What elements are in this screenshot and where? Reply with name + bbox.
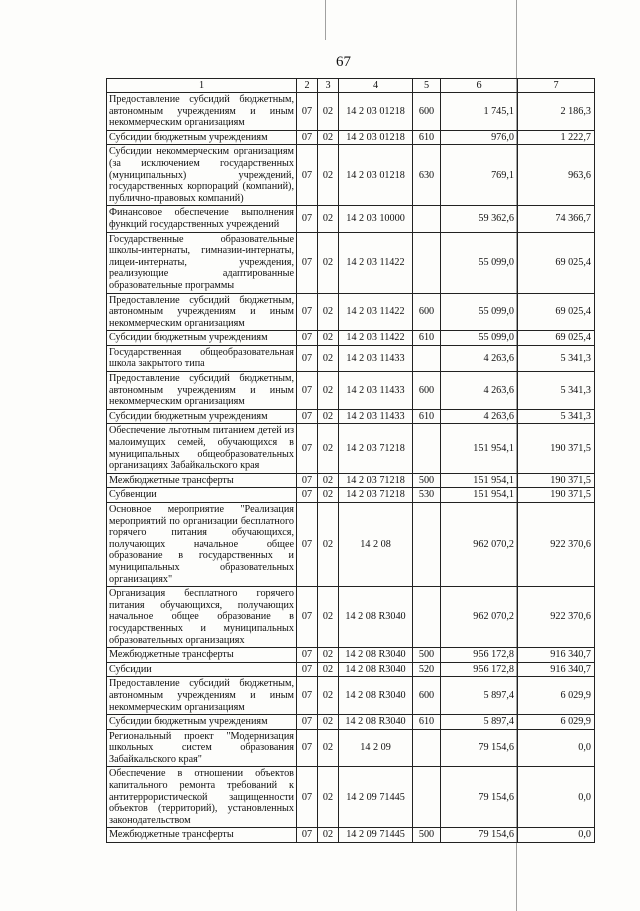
cell-expense-type: [413, 424, 441, 473]
cell-subsection: 02: [318, 488, 339, 503]
cell-expense-type: 600: [413, 372, 441, 410]
cell-amount-col6: 4 263,6: [441, 345, 518, 371]
cell-amount-col7: 69 025,4: [518, 232, 595, 293]
cell-amount-col6: 55 099,0: [441, 293, 518, 331]
cell-subsection: 02: [318, 828, 339, 843]
row-description: Субсидии бюджетным учреждениям: [107, 715, 297, 730]
cell-amount-col7: 6 029,9: [518, 677, 595, 715]
table-row: [107, 677, 595, 715]
scan-artifact-line: [325, 0, 326, 40]
cell-target-article: 14 2 08: [339, 503, 413, 587]
cell-amount-col7: 2 186,3: [518, 93, 595, 131]
cell-section: 07: [297, 503, 318, 587]
cell-section: 07: [297, 145, 318, 206]
cell-amount-col7: 6 029,9: [518, 715, 595, 730]
cell-amount-col6: 79 154,6: [441, 729, 518, 767]
row-description: Межбюджетные трансферты: [107, 828, 297, 843]
cell-amount-col6: 769,1: [441, 145, 518, 206]
cell-amount-col6: 55 099,0: [441, 232, 518, 293]
cell-target-article: 14 2 03 11433: [339, 372, 413, 410]
row-description: Основное мероприятие "Реализация мероприятий по организации бесплатного горячего питания обучающихся, получающих начальное общее образование в государственных и муниципальных образовательных организациях": [107, 503, 297, 587]
cell-target-article: 14 2 03 01218: [339, 93, 413, 131]
cell-section: 07: [297, 677, 318, 715]
table-row: [107, 424, 595, 473]
cell-target-article: 14 2 08 R3040: [339, 677, 413, 715]
table-row: [107, 145, 595, 206]
cell-expense-type: 600: [413, 677, 441, 715]
cell-amount-col7: 5 341,3: [518, 372, 595, 410]
table-row: [107, 587, 595, 648]
table-row: [107, 372, 595, 410]
cell-section: 07: [297, 828, 318, 843]
cell-target-article: 14 2 03 71218: [339, 424, 413, 473]
cell-amount-col7: 69 025,4: [518, 293, 595, 331]
cell-amount-col6: 151 954,1: [441, 488, 518, 503]
cell-amount-col7: 922 370,6: [518, 587, 595, 648]
cell-amount-col6: 79 154,6: [441, 767, 518, 828]
cell-expense-type: [413, 767, 441, 828]
cell-subsection: 02: [318, 130, 339, 145]
cell-amount-col6: 956 172,8: [441, 662, 518, 677]
column-header: 7: [518, 79, 595, 93]
cell-target-article: 14 2 08 R3040: [339, 587, 413, 648]
cell-section: 07: [297, 424, 318, 473]
row-description: Предоставление субсидий бюджетным, автономным учреждениям и иным некоммерческим организациям: [107, 677, 297, 715]
table-row: [107, 662, 595, 677]
cell-section: 07: [297, 662, 318, 677]
cell-amount-col6: 1 745,1: [441, 93, 518, 131]
table-row: [107, 93, 595, 131]
cell-amount-col7: 5 341,3: [518, 409, 595, 424]
table-row: [107, 206, 595, 232]
cell-target-article: 14 2 03 71218: [339, 473, 413, 488]
cell-expense-type: 630: [413, 145, 441, 206]
column-header: 1: [107, 79, 297, 93]
row-description: Предоставление субсидий бюджетным, автономным учреждениям и иным некоммерческим организациям: [107, 93, 297, 131]
cell-target-article: 14 2 09 71445: [339, 767, 413, 828]
table-row: [107, 729, 595, 767]
cell-subsection: 02: [318, 345, 339, 371]
cell-target-article: 14 2 03 11422: [339, 293, 413, 331]
cell-subsection: 02: [318, 662, 339, 677]
table-row: [107, 767, 595, 828]
cell-expense-type: 500: [413, 828, 441, 843]
cell-subsection: 02: [318, 409, 339, 424]
table-row: [107, 473, 595, 488]
cell-amount-col6: 4 263,6: [441, 372, 518, 410]
cell-subsection: 02: [318, 503, 339, 587]
cell-target-article: 14 2 03 01218: [339, 145, 413, 206]
row-description: Межбюджетные трансферты: [107, 648, 297, 663]
cell-subsection: 02: [318, 424, 339, 473]
cell-expense-type: [413, 345, 441, 371]
cell-expense-type: [413, 503, 441, 587]
cell-expense-type: [413, 206, 441, 232]
table-row: [107, 345, 595, 371]
cell-section: 07: [297, 331, 318, 346]
cell-section: 07: [297, 93, 318, 131]
cell-subsection: 02: [318, 372, 339, 410]
cell-expense-type: 600: [413, 293, 441, 331]
table-row: [107, 715, 595, 730]
cell-amount-col7: 1 222,7: [518, 130, 595, 145]
table-header-row: [107, 79, 595, 93]
row-description: Организация бесплатного горячего питания обучающихся, получающих начальное общее образование в государственных и муниципальных образовательных организациях: [107, 587, 297, 648]
cell-expense-type: [413, 729, 441, 767]
cell-expense-type: 520: [413, 662, 441, 677]
budget-table: [106, 78, 595, 843]
cell-amount-col6: 962 070,2: [441, 587, 518, 648]
table-row: [107, 130, 595, 145]
cell-amount-col6: 5 897,4: [441, 677, 518, 715]
table-row: [107, 648, 595, 663]
cell-expense-type: 500: [413, 648, 441, 663]
cell-expense-type: 530: [413, 488, 441, 503]
page-number: 67: [336, 54, 351, 70]
cell-target-article: 14 2 03 11422: [339, 232, 413, 293]
cell-subsection: 02: [318, 232, 339, 293]
row-description: Государственные образовательные школы-интернаты, гимназии-интернаты, лицеи-интернаты, учреждения, реализующие адаптированные образовательные программы: [107, 232, 297, 293]
cell-amount-col7: 0,0: [518, 767, 595, 828]
cell-section: 07: [297, 345, 318, 371]
cell-target-article: 14 2 09 71445: [339, 828, 413, 843]
column-header: 5: [413, 79, 441, 93]
cell-subsection: 02: [318, 331, 339, 346]
row-description: Субсидии бюджетным учреждениям: [107, 409, 297, 424]
cell-subsection: 02: [318, 206, 339, 232]
cell-subsection: 02: [318, 677, 339, 715]
row-description: Субсидии бюджетным учреждениям: [107, 130, 297, 145]
cell-amount-col7: 74 366,7: [518, 206, 595, 232]
table-row: [107, 293, 595, 331]
cell-target-article: 14 2 03 11422: [339, 331, 413, 346]
cell-amount-col7: 922 370,6: [518, 503, 595, 587]
column-header: 6: [441, 79, 518, 93]
cell-subsection: 02: [318, 93, 339, 131]
row-description: Финансовое обеспечение выполнения функций государственных учреждений: [107, 206, 297, 232]
cell-target-article: 14 2 03 01218: [339, 130, 413, 145]
cell-expense-type: 610: [413, 130, 441, 145]
cell-expense-type: 610: [413, 715, 441, 730]
cell-amount-col7: 190 371,5: [518, 488, 595, 503]
cell-target-article: 14 2 03 10000: [339, 206, 413, 232]
cell-subsection: 02: [318, 145, 339, 206]
table-body: [107, 93, 595, 843]
cell-amount-col6: 5 897,4: [441, 715, 518, 730]
cell-subsection: 02: [318, 587, 339, 648]
cell-section: 07: [297, 293, 318, 331]
table-row: [107, 409, 595, 424]
cell-amount-col7: 190 371,5: [518, 473, 595, 488]
row-description: Субсидии некоммерческим организациям (за исключением государственных (муниципальных) учреждений, государственных корпораций (компаний), публично-правовых компаний): [107, 145, 297, 206]
cell-subsection: 02: [318, 648, 339, 663]
cell-amount-col7: 916 340,7: [518, 662, 595, 677]
cell-section: 07: [297, 715, 318, 730]
cell-amount-col6: 151 954,1: [441, 473, 518, 488]
cell-expense-type: [413, 587, 441, 648]
cell-section: 07: [297, 372, 318, 410]
cell-section: 07: [297, 648, 318, 663]
row-description: Обеспечение льготным питанием детей из малоимущих семей, обучающихся в муниципальных общеобразовательных организациях Забайкальского края: [107, 424, 297, 473]
cell-expense-type: 610: [413, 409, 441, 424]
cell-amount-col6: 4 263,6: [441, 409, 518, 424]
row-description: Субсидии бюджетным учреждениям: [107, 331, 297, 346]
cell-amount-col6: 151 954,1: [441, 424, 518, 473]
cell-subsection: 02: [318, 715, 339, 730]
cell-target-article: 14 2 08 R3040: [339, 648, 413, 663]
cell-section: 07: [297, 232, 318, 293]
cell-expense-type: 610: [413, 331, 441, 346]
cell-amount-col7: 190 371,5: [518, 424, 595, 473]
cell-subsection: 02: [318, 293, 339, 331]
cell-amount-col7: 5 341,3: [518, 345, 595, 371]
cell-section: 07: [297, 473, 318, 488]
cell-amount-col6: 55 099,0: [441, 331, 518, 346]
cell-expense-type: 500: [413, 473, 441, 488]
row-description: Межбюджетные трансферты: [107, 473, 297, 488]
cell-expense-type: 600: [413, 93, 441, 131]
cell-section: 07: [297, 587, 318, 648]
cell-amount-col6: 962 070,2: [441, 503, 518, 587]
cell-amount-col6: 79 154,6: [441, 828, 518, 843]
cell-amount-col6: 976,0: [441, 130, 518, 145]
cell-subsection: 02: [318, 767, 339, 828]
cell-target-article: 14 2 09: [339, 729, 413, 767]
cell-section: 07: [297, 409, 318, 424]
column-header: 4: [339, 79, 413, 93]
cell-target-article: 14 2 03 11433: [339, 409, 413, 424]
table-row: [107, 232, 595, 293]
cell-amount-col7: 963,6: [518, 145, 595, 206]
cell-section: 07: [297, 130, 318, 145]
row-description: Субсидии: [107, 662, 297, 677]
cell-amount-col7: 69 025,4: [518, 331, 595, 346]
cell-section: 07: [297, 729, 318, 767]
cell-amount-col6: 59 362,6: [441, 206, 518, 232]
row-description: Предоставление субсидий бюджетным, автономным учреждениям и иным некоммерческим организациям: [107, 372, 297, 410]
cell-amount-col6: 956 172,8: [441, 648, 518, 663]
table-row: [107, 488, 595, 503]
cell-section: 07: [297, 488, 318, 503]
cell-subsection: 02: [318, 473, 339, 488]
column-header: 3: [318, 79, 339, 93]
row-description: Государственная общеобразовательная школа закрытого типа: [107, 345, 297, 371]
cell-section: 07: [297, 767, 318, 828]
cell-target-article: 14 2 03 71218: [339, 488, 413, 503]
cell-amount-col7: 0,0: [518, 729, 595, 767]
column-header: 2: [297, 79, 318, 93]
cell-target-article: 14 2 08 R3040: [339, 715, 413, 730]
cell-amount-col7: 916 340,7: [518, 648, 595, 663]
cell-subsection: 02: [318, 729, 339, 767]
table-row: [107, 503, 595, 587]
cell-target-article: 14 2 03 11433: [339, 345, 413, 371]
row-description: Региональный проект "Модернизация школьных систем образования Забайкальского края": [107, 729, 297, 767]
cell-expense-type: [413, 232, 441, 293]
cell-target-article: 14 2 08 R3040: [339, 662, 413, 677]
table-row: [107, 331, 595, 346]
row-description: Субвенции: [107, 488, 297, 503]
table-row: [107, 828, 595, 843]
row-description: Обеспечение в отношении объектов капитального ремонта требований к антитеррористической защищенности объектов (территорий), установленных законодательством: [107, 767, 297, 828]
cell-amount-col7: 0,0: [518, 828, 595, 843]
cell-section: 07: [297, 206, 318, 232]
row-description: Предоставление субсидий бюджетным, автономным учреждениям и иным некоммерческим организациям: [107, 293, 297, 331]
